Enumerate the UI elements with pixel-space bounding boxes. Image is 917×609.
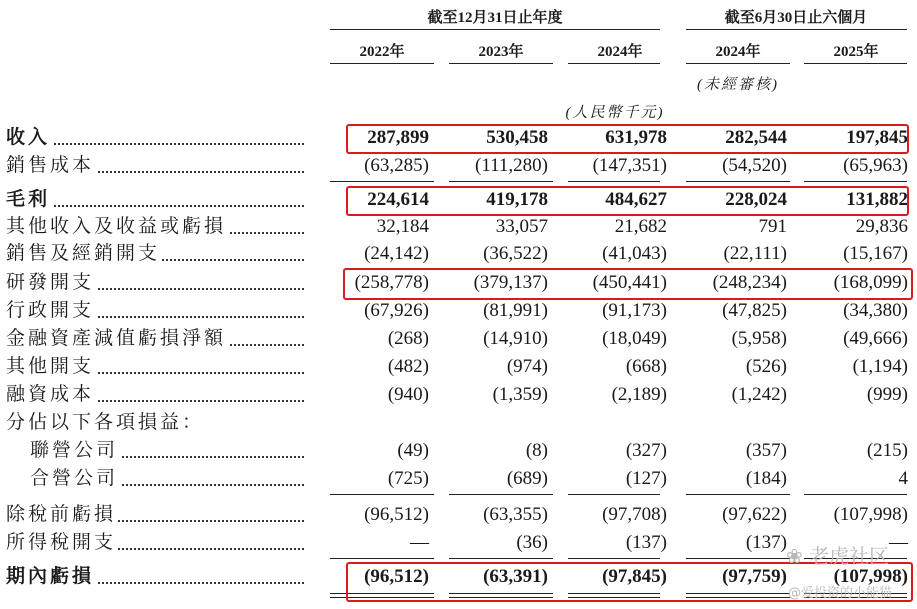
year-2023: 2023年 bbox=[478, 44, 524, 60]
row-label: 其他收入及收益或虧損 bbox=[6, 214, 304, 240]
subtotal-rule bbox=[449, 494, 553, 495]
row-associates bbox=[0, 438, 917, 464]
cell-value: — bbox=[410, 532, 429, 553]
cell-value: (65,963) bbox=[843, 155, 908, 176]
cell-value: (999) bbox=[866, 384, 908, 405]
row-label: 期內虧損 bbox=[6, 564, 304, 590]
year-2022: 2022年 bbox=[359, 44, 405, 60]
row-label: 合營公司 bbox=[30, 466, 304, 492]
subtotal-rule bbox=[686, 494, 790, 495]
cell-value: (137) bbox=[745, 532, 787, 553]
cell-value: (49) bbox=[397, 440, 429, 461]
year-underline bbox=[330, 63, 434, 64]
highlight-box-rd bbox=[343, 268, 913, 300]
subtotal-rule bbox=[449, 181, 553, 182]
row-share-of-results bbox=[0, 410, 917, 436]
subtotal-rule bbox=[330, 558, 434, 559]
cell-value: (725) bbox=[387, 468, 429, 489]
cell-value: 419,178 bbox=[486, 189, 548, 210]
row-label: 融資成本 bbox=[6, 382, 304, 408]
row-income-tax bbox=[0, 530, 917, 556]
row-other-expenses bbox=[0, 354, 917, 380]
cell-value: (49,666) bbox=[843, 328, 908, 349]
cell-value: 484,627 bbox=[605, 189, 667, 210]
cell-value: 228,024 bbox=[725, 189, 787, 210]
cell-value: (67,926) bbox=[364, 300, 429, 321]
subtotal-rule bbox=[568, 558, 660, 559]
header-underline-annual bbox=[330, 29, 660, 30]
cell-value: 4 bbox=[898, 468, 908, 489]
cell-value: (137) bbox=[625, 532, 667, 553]
row-label: 銷售及經銷開支 bbox=[6, 241, 304, 267]
cell-value: (5,958) bbox=[731, 328, 787, 349]
cell-value: (1,359) bbox=[492, 384, 548, 405]
cell-value: (36,522) bbox=[483, 243, 548, 264]
year-2025-interim: 2025年 bbox=[833, 44, 879, 60]
cell-value: (248,234) bbox=[712, 272, 787, 293]
header-underline-interim bbox=[686, 29, 907, 30]
year-2024-interim: 2024年 bbox=[715, 44, 761, 60]
watermark-brand bbox=[786, 540, 889, 569]
cell-value: 282,544 bbox=[725, 127, 787, 148]
cell-value: — bbox=[889, 532, 908, 553]
cell-value: (2,189) bbox=[611, 384, 667, 405]
cell-value: (14,910) bbox=[483, 328, 548, 349]
cell-value: 21,682 bbox=[614, 216, 667, 237]
subtotal-rule bbox=[804, 181, 907, 182]
cell-value: 287,899 bbox=[367, 127, 429, 148]
row-cost-of-sales bbox=[0, 153, 917, 179]
year-underline bbox=[804, 63, 907, 64]
row-joint-ventures bbox=[0, 466, 917, 492]
row-label: 銷售成本 bbox=[6, 153, 304, 179]
cell-value: (97,759) bbox=[722, 566, 787, 587]
cell-value: (96,512) bbox=[364, 504, 429, 525]
subtotal-rule bbox=[449, 558, 553, 559]
cell-value: 33,057 bbox=[495, 216, 548, 237]
cell-value: (147,351) bbox=[592, 155, 667, 176]
cell-value: (41,043) bbox=[602, 243, 667, 264]
row-label: 所得稅開支 bbox=[6, 530, 304, 556]
paw-icon: ❀ bbox=[786, 544, 803, 568]
cell-value: (974) bbox=[506, 356, 548, 377]
cell-value: (91,173) bbox=[602, 300, 667, 321]
cell-value: (184) bbox=[745, 468, 787, 489]
cell-value: (47,825) bbox=[722, 300, 787, 321]
row-loss-before-tax bbox=[0, 502, 917, 528]
subtotal-rule bbox=[568, 181, 660, 182]
row-label: 其他開支 bbox=[6, 354, 304, 380]
cell-value: (81,991) bbox=[483, 300, 548, 321]
row-label: 研發開支 bbox=[6, 270, 304, 296]
highlight-box-gross-profit bbox=[346, 186, 909, 216]
cell-value: (668) bbox=[625, 356, 667, 377]
cell-value: (15,167) bbox=[843, 243, 908, 264]
currency-note: (人民幣千元) bbox=[565, 105, 665, 121]
unaudited-note: (未經審核) bbox=[697, 77, 779, 93]
cell-value: (168,099) bbox=[833, 272, 908, 293]
year-underline bbox=[686, 63, 790, 64]
cell-value: (258,778) bbox=[354, 272, 429, 293]
subtotal-rule bbox=[330, 494, 434, 495]
cell-value: (268) bbox=[387, 328, 429, 349]
row-other-income bbox=[0, 214, 917, 240]
row-label: 分佔以下各項損益： bbox=[6, 412, 205, 433]
cell-value: (107,998) bbox=[833, 504, 908, 525]
subtotal-rule bbox=[568, 494, 660, 495]
cell-value: (379,137) bbox=[473, 272, 548, 293]
subtotal-rule bbox=[686, 181, 790, 182]
cell-value: 530,458 bbox=[486, 127, 548, 148]
watermark-handle: @爱投资的小能猫 bbox=[788, 586, 893, 601]
cell-value: (63,285) bbox=[364, 155, 429, 176]
row-label: 金融資產減值虧損淨額 bbox=[6, 326, 304, 352]
cell-value: 131,882 bbox=[846, 189, 908, 210]
cell-value: (215) bbox=[866, 440, 908, 461]
cell-value: (97,845) bbox=[602, 566, 667, 587]
row-admin-expenses bbox=[0, 298, 917, 324]
year-underline bbox=[449, 63, 553, 64]
watermark-brand-text: 老虎社区 bbox=[809, 544, 890, 568]
cell-value: 631,978 bbox=[605, 127, 667, 148]
cell-value: (34,380) bbox=[843, 300, 908, 321]
cell-value: (1,194) bbox=[852, 356, 908, 377]
row-impairment-losses bbox=[0, 326, 917, 352]
cell-value: 197,845 bbox=[846, 127, 908, 148]
cell-value: (24,142) bbox=[364, 243, 429, 264]
subtotal-rule bbox=[686, 558, 790, 559]
cell-value: (327) bbox=[625, 440, 667, 461]
cell-value: (111,280) bbox=[475, 155, 548, 176]
cell-value: (482) bbox=[387, 356, 429, 377]
year-underline bbox=[568, 63, 660, 64]
cell-value: (36) bbox=[516, 532, 548, 553]
subtotal-rule bbox=[330, 181, 434, 182]
cell-value: (97,708) bbox=[602, 504, 667, 525]
year-2024: 2024年 bbox=[597, 44, 643, 60]
cell-value: (357) bbox=[745, 440, 787, 461]
cell-value: (96,512) bbox=[364, 566, 429, 587]
cell-value: (1,242) bbox=[731, 384, 787, 405]
cell-value: (450,441) bbox=[592, 272, 667, 293]
row-selling-expenses bbox=[0, 241, 917, 267]
row-label: 毛利 bbox=[6, 187, 304, 213]
cell-value: (54,520) bbox=[722, 155, 787, 176]
subtotal-rule bbox=[804, 494, 907, 495]
cell-value: (97,622) bbox=[722, 504, 787, 525]
cell-value: 791 bbox=[758, 216, 787, 237]
cell-value: 29,836 bbox=[855, 216, 908, 237]
cell-value: (22,111) bbox=[723, 243, 787, 264]
cell-value: (63,391) bbox=[483, 566, 548, 587]
header-annual-period: 截至12月31日止年度 bbox=[427, 10, 563, 26]
cell-value: (63,355) bbox=[483, 504, 548, 525]
highlight-box-revenue bbox=[346, 124, 909, 154]
cell-value: (689) bbox=[506, 468, 548, 489]
cell-value: 224,614 bbox=[367, 189, 429, 210]
cell-value: (107,998) bbox=[833, 566, 908, 587]
cell-value: (8) bbox=[525, 440, 548, 461]
row-finance-costs bbox=[0, 382, 917, 408]
cell-value: (18,049) bbox=[602, 328, 667, 349]
row-label: 除稅前虧損 bbox=[6, 502, 304, 528]
cell-value: 32,184 bbox=[376, 216, 429, 237]
row-label: 聯營公司 bbox=[30, 438, 304, 464]
cell-value: (940) bbox=[387, 384, 429, 405]
cell-value: (127) bbox=[625, 468, 667, 489]
row-label: 收入 bbox=[6, 125, 304, 151]
cell-value: (526) bbox=[745, 356, 787, 377]
header-interim-period: 截至6月30日止六個月 bbox=[724, 10, 868, 26]
row-label: 行政開支 bbox=[6, 298, 304, 324]
